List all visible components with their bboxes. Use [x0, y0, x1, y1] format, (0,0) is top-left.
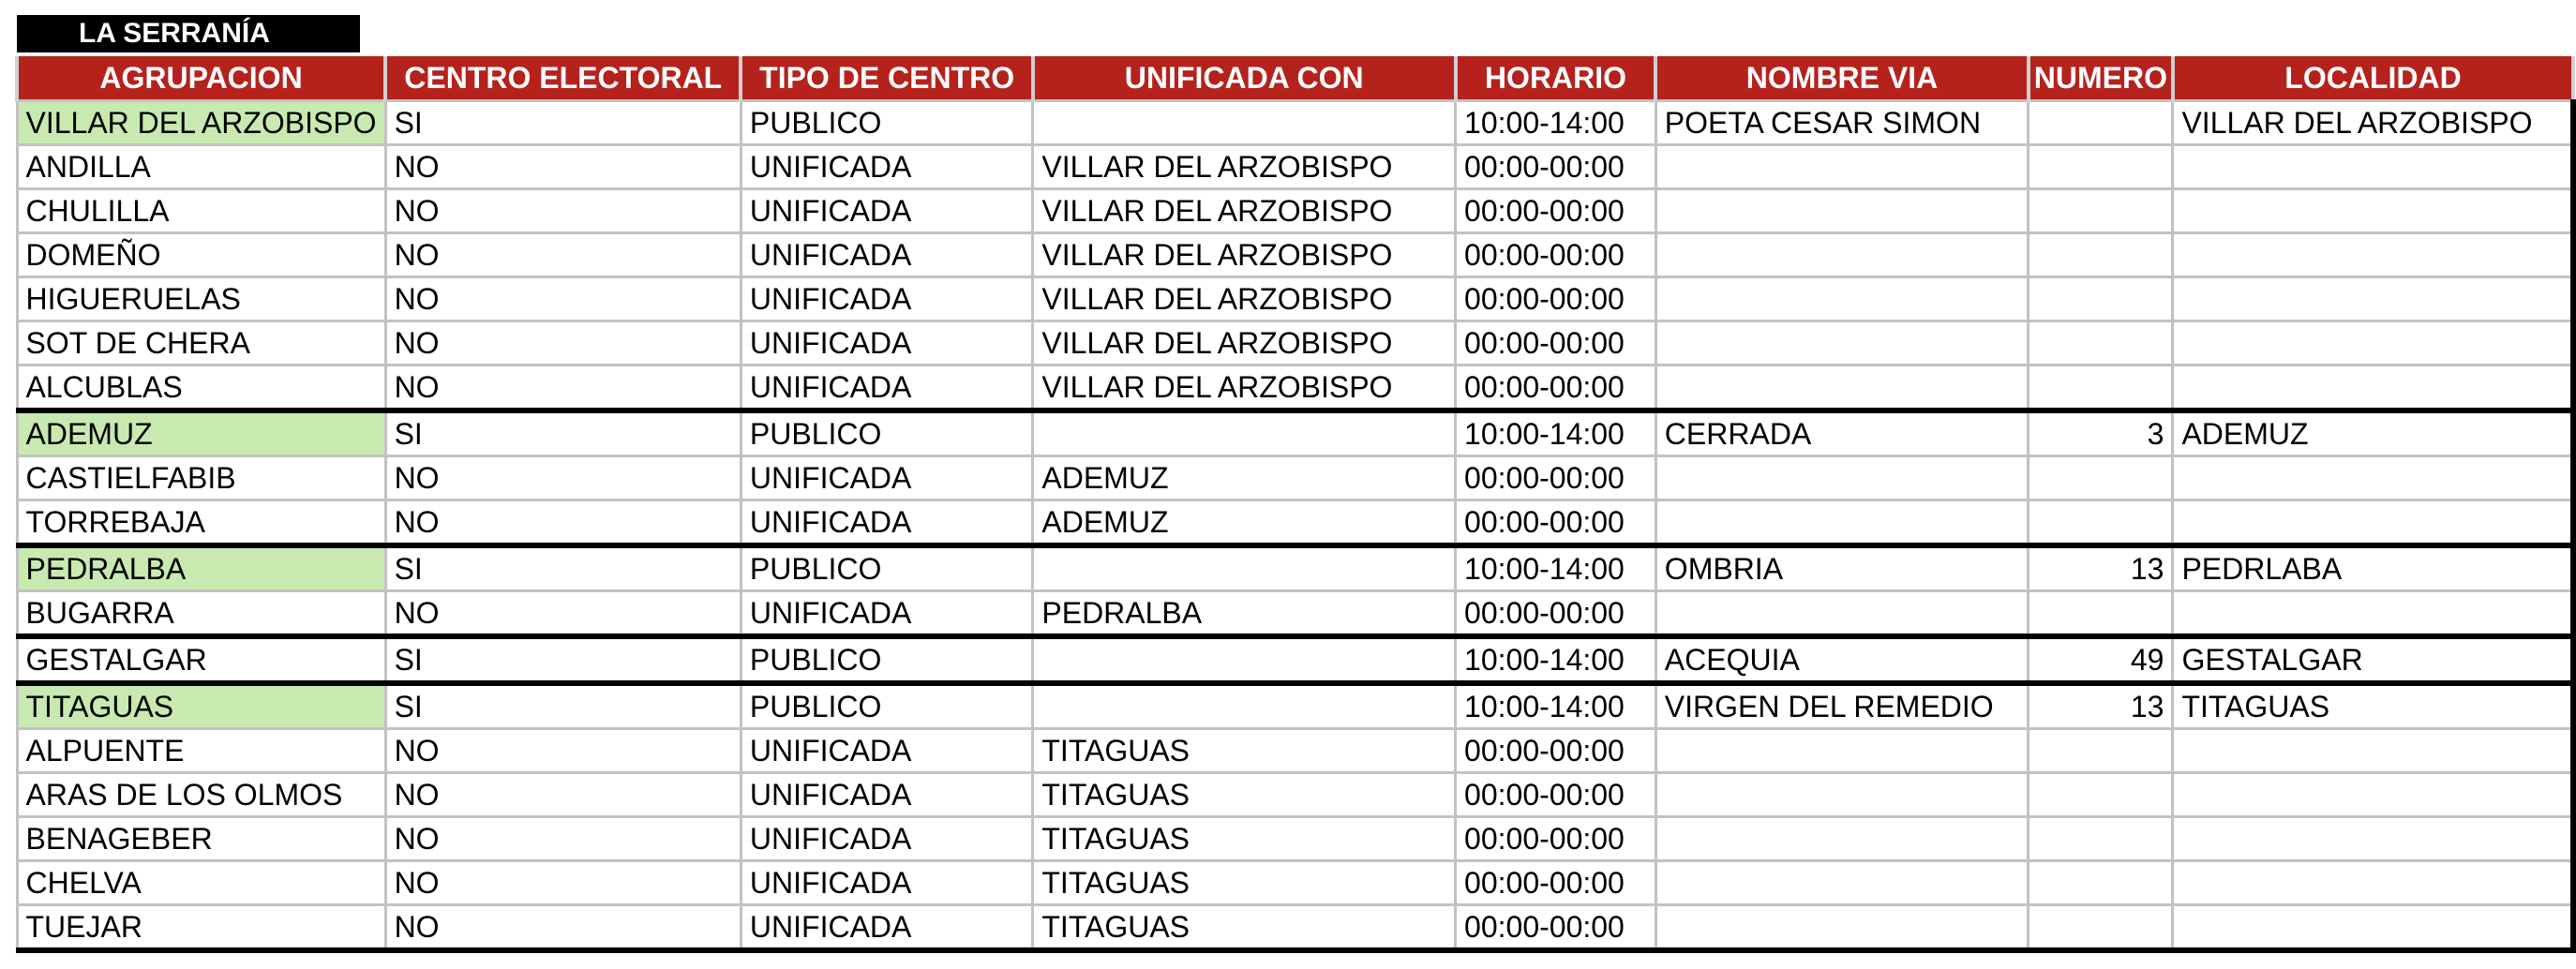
cell-nombre-via[interactable] — [1655, 277, 2028, 321]
cell-tipo-de-centro[interactable]: UNIFICADA — [741, 145, 1032, 189]
table-row — [17, 683, 2573, 729]
cell-nombre-via[interactable] — [1655, 321, 2028, 365]
cell-agrupacion[interactable]: CHELVA — [17, 861, 385, 905]
cell-agrupacion[interactable]: TITAGUAS — [17, 683, 385, 729]
cell-tipo-de-centro[interactable]: UNIFICADA — [741, 189, 1032, 233]
cell-tipo-de-centro[interactable]: PUBLICO — [741, 410, 1032, 456]
cell-horario[interactable]: 00:00-00:00 — [1456, 365, 1656, 411]
cell-localidad[interactable] — [2173, 145, 2573, 189]
cell-nombre-via[interactable]: POETA CESAR SIMON — [1655, 101, 2028, 145]
cell-horario[interactable]: 00:00-00:00 — [1456, 145, 1656, 189]
cell-agrupacion[interactable]: PEDRALBA — [17, 545, 385, 591]
cell-nombre-via[interactable] — [1655, 365, 2028, 411]
cell-horario[interactable]: 10:00-14:00 — [1456, 545, 1656, 591]
cell-horario[interactable]: 00:00-00:00 — [1456, 277, 1656, 321]
table-row — [17, 277, 2573, 321]
cell-tipo-de-centro[interactable]: PUBLICO — [741, 545, 1032, 591]
cell-horario[interactable]: 00:00-00:00 — [1456, 905, 1656, 951]
cell-tipo-de-centro[interactable]: UNIFICADA — [741, 365, 1032, 411]
cell-nombre-via[interactable] — [1655, 233, 2028, 277]
cell-tipo-de-centro[interactable]: UNIFICADA — [741, 233, 1032, 277]
cell-numero[interactable]: 49 — [2029, 636, 2173, 683]
cell-localidad[interactable]: TITAGUAS — [2173, 683, 2573, 729]
cell-horario[interactable]: 10:00-14:00 — [1456, 101, 1656, 145]
cell-unificada-con[interactable] — [1033, 636, 1456, 683]
cell-localidad[interactable]: PEDRLABA — [2173, 545, 2573, 591]
cell-localidad[interactable]: GESTALGAR — [2173, 636, 2573, 683]
cell-centro-electoral[interactable]: NO — [385, 905, 741, 951]
cell-nombre-via[interactable] — [1655, 500, 2028, 546]
table-row — [17, 636, 2573, 683]
cell-nombre-via[interactable]: OMBRIA — [1655, 545, 2028, 591]
cell-tipo-de-centro[interactable]: UNIFICADA — [741, 905, 1032, 951]
cell-tipo-de-centro[interactable]: UNIFICADA — [741, 277, 1032, 321]
cell-centro-electoral[interactable]: NO — [385, 729, 741, 773]
table-row — [17, 500, 2573, 546]
cell-numero[interactable] — [2029, 321, 2173, 365]
cell-centro-electoral[interactable]: NO — [385, 365, 741, 411]
header-nombre-via[interactable]: NOMBRE VIA — [1655, 56, 2028, 101]
cell-horario[interactable]: 00:00-00:00 — [1456, 321, 1656, 365]
cell-horario[interactable]: 00:00-00:00 — [1456, 591, 1656, 637]
cell-agrupacion[interactable]: CASTIELFABIB — [17, 456, 385, 500]
cell-numero[interactable] — [2029, 233, 2173, 277]
cell-horario[interactable]: 00:00-00:00 — [1456, 817, 1656, 861]
header-unificada-con[interactable]: UNIFICADA CON — [1033, 56, 1456, 101]
cell-centro-electoral[interactable]: NO — [385, 773, 741, 817]
cell-unificada-con[interactable]: PEDRALBA — [1033, 591, 1456, 637]
cell-tipo-de-centro[interactable]: UNIFICADA — [741, 773, 1032, 817]
cell-centro-electoral[interactable]: SI — [385, 101, 741, 145]
cell-localidad[interactable] — [2173, 773, 2573, 817]
header-tipo-de-centro[interactable]: TIPO DE CENTRO — [741, 56, 1032, 101]
table-row — [17, 233, 2573, 277]
cell-centro-electoral[interactable]: NO — [385, 277, 741, 321]
cell-numero[interactable] — [2029, 277, 2173, 321]
cell-unificada-con[interactable] — [1033, 410, 1456, 456]
table-row — [17, 905, 2573, 951]
cell-agrupacion[interactable]: ADEMUZ — [17, 410, 385, 456]
cell-centro-electoral[interactable]: NO — [385, 500, 741, 546]
cell-nombre-via[interactable] — [1655, 145, 2028, 189]
cell-localidad[interactable] — [2173, 729, 2573, 773]
cell-nombre-via[interactable] — [1655, 591, 2028, 637]
cell-tipo-de-centro[interactable]: UNIFICADA — [741, 861, 1032, 905]
cell-nombre-via[interactable]: VIRGEN DEL REMEDIO — [1655, 683, 2028, 729]
cell-nombre-via[interactable] — [1655, 905, 2028, 951]
cell-unificada-con[interactable]: VILLAR DEL ARZOBISPO — [1033, 233, 1456, 277]
cell-numero[interactable] — [2029, 773, 2173, 817]
cell-unificada-con[interactable] — [1033, 683, 1456, 729]
cell-horario[interactable]: 10:00-14:00 — [1456, 410, 1656, 456]
cell-centro-electoral[interactable]: NO — [385, 233, 741, 277]
cell-unificada-con[interactable] — [1033, 101, 1456, 145]
cell-numero[interactable] — [2029, 365, 2173, 411]
cell-localidad[interactable] — [2173, 500, 2573, 546]
cell-numero[interactable] — [2029, 817, 2173, 861]
cell-agrupacion[interactable]: ALCUBLAS — [17, 365, 385, 411]
cell-numero[interactable] — [2029, 729, 2173, 773]
cell-tipo-de-centro[interactable]: PUBLICO — [741, 636, 1032, 683]
cell-unificada-con[interactable]: ADEMUZ — [1033, 456, 1456, 500]
cell-agrupacion[interactable]: ARAS DE LOS OLMOS — [17, 773, 385, 817]
cell-numero[interactable]: 13 — [2029, 683, 2173, 729]
cell-agrupacion[interactable]: ANDILLA — [17, 145, 385, 189]
cell-nombre-via[interactable] — [1655, 189, 2028, 233]
header-horario[interactable]: HORARIO — [1456, 56, 1656, 101]
cell-horario[interactable]: 00:00-00:00 — [1456, 233, 1656, 277]
header-localidad[interactable]: LOCALIDAD — [2173, 56, 2573, 101]
table-row — [17, 729, 2573, 773]
cell-horario[interactable]: 10:00-14:00 — [1456, 683, 1656, 729]
cell-tipo-de-centro[interactable]: PUBLICO — [741, 101, 1032, 145]
cell-centro-electoral[interactable]: NO — [385, 321, 741, 365]
cell-unificada-con[interactable]: VILLAR DEL ARZOBISPO — [1033, 189, 1456, 233]
cell-localidad[interactable] — [2173, 365, 2573, 411]
region-title: LA SERRANÍA — [17, 15, 360, 52]
cell-tipo-de-centro[interactable]: UNIFICADA — [741, 817, 1032, 861]
cell-centro-electoral[interactable]: SI — [385, 683, 741, 729]
cell-tipo-de-centro[interactable]: UNIFICADA — [741, 591, 1032, 637]
cell-unificada-con[interactable] — [1033, 545, 1456, 591]
cell-localidad[interactable] — [2173, 861, 2573, 905]
cell-localidad[interactable] — [2173, 817, 2573, 861]
cell-horario[interactable]: 00:00-00:00 — [1456, 189, 1656, 233]
table-row — [17, 410, 2573, 456]
cell-localidad[interactable] — [2173, 277, 2573, 321]
cell-centro-electoral[interactable]: NO — [385, 145, 741, 189]
cell-numero[interactable] — [2029, 905, 2173, 951]
cell-centro-electoral[interactable]: SI — [385, 636, 741, 683]
cell-agrupacion[interactable]: TUEJAR — [17, 905, 385, 951]
table-row — [17, 145, 2573, 189]
cell-localidad[interactable] — [2173, 905, 2573, 951]
cell-nombre-via[interactable] — [1655, 729, 2028, 773]
cell-nombre-via[interactable] — [1655, 817, 2028, 861]
table-row — [17, 545, 2573, 591]
cell-unificada-con[interactable]: VILLAR DEL ARZOBISPO — [1033, 145, 1456, 189]
cell-centro-electoral[interactable]: SI — [385, 410, 741, 456]
cell-nombre-via[interactable] — [1655, 861, 2028, 905]
cell-tipo-de-centro[interactable]: UNIFICADA — [741, 729, 1032, 773]
cell-unificada-con[interactable]: TITAGUAS — [1033, 773, 1456, 817]
cell-centro-electoral[interactable]: SI — [385, 545, 741, 591]
cell-horario[interactable]: 00:00-00:00 — [1456, 729, 1656, 773]
table-row — [17, 365, 2573, 411]
cell-numero[interactable] — [2029, 145, 2173, 189]
cell-tipo-de-centro[interactable]: UNIFICADA — [741, 500, 1032, 546]
cell-centro-electoral[interactable]: NO — [385, 456, 741, 500]
cell-numero[interactable]: 3 — [2029, 410, 2173, 456]
cell-agrupacion[interactable]: TORREBAJA — [17, 500, 385, 546]
header-agrupacion[interactable]: AGRUPACION — [17, 56, 385, 101]
table-row — [17, 456, 2573, 500]
cell-unificada-con[interactable]: TITAGUAS — [1033, 905, 1456, 951]
table-row — [17, 101, 2573, 145]
cell-tipo-de-centro[interactable]: UNIFICADA — [741, 456, 1032, 500]
table-row — [17, 773, 2573, 817]
table-row — [17, 321, 2573, 365]
cell-unificada-con[interactable]: TITAGUAS — [1033, 729, 1456, 773]
cell-centro-electoral[interactable]: NO — [385, 189, 741, 233]
cell-localidad[interactable] — [2173, 189, 2573, 233]
cell-numero[interactable] — [2029, 500, 2173, 546]
cell-agrupacion[interactable]: DOMEÑO — [17, 233, 385, 277]
cell-localidad[interactable] — [2173, 591, 2573, 637]
cell-agrupacion[interactable]: GESTALGAR — [17, 636, 385, 683]
cell-agrupacion[interactable]: CHULILLA — [17, 189, 385, 233]
cell-unificada-con[interactable]: TITAGUAS — [1033, 817, 1456, 861]
cell-localidad[interactable] — [2173, 233, 2573, 277]
cell-centro-electoral[interactable]: NO — [385, 861, 741, 905]
cell-nombre-via[interactable] — [1655, 773, 2028, 817]
cell-horario[interactable]: 00:00-00:00 — [1456, 773, 1656, 817]
header-row — [17, 56, 2573, 101]
cell-unificada-con[interactable]: VILLAR DEL ARZOBISPO — [1033, 321, 1456, 365]
cell-agrupacion[interactable]: ALPUENTE — [17, 729, 385, 773]
table-row — [17, 861, 2573, 905]
table-row — [17, 817, 2573, 861]
header-numero[interactable]: NUMERO — [2029, 56, 2173, 101]
header-centro-electoral[interactable]: CENTRO ELECTORAL — [385, 56, 741, 101]
cell-localidad[interactable] — [2173, 321, 2573, 365]
cell-localidad[interactable]: ADEMUZ — [2173, 410, 2573, 456]
cell-numero[interactable] — [2029, 101, 2173, 145]
cell-unificada-con[interactable]: VILLAR DEL ARZOBISPO — [1033, 277, 1456, 321]
cell-agrupacion[interactable]: BUGARRA — [17, 591, 385, 637]
table-row — [17, 189, 2573, 233]
cell-horario[interactable]: 00:00-00:00 — [1456, 861, 1656, 905]
cell-numero[interactable] — [2029, 189, 2173, 233]
cell-unificada-con[interactable]: ADEMUZ — [1033, 500, 1456, 546]
cell-centro-electoral[interactable]: NO — [385, 817, 741, 861]
cell-agrupacion[interactable]: HIGUERUELAS — [17, 277, 385, 321]
cell-numero[interactable] — [2029, 861, 2173, 905]
cell-agrupacion[interactable]: SOT DE CHERA — [17, 321, 385, 365]
cell-unificada-con[interactable]: VILLAR DEL ARZOBISPO — [1033, 365, 1456, 411]
cell-centro-electoral[interactable]: NO — [385, 591, 741, 637]
cell-horario[interactable]: 00:00-00:00 — [1456, 500, 1656, 546]
table-row — [17, 591, 2573, 637]
electoral-centers-table — [15, 56, 2576, 953]
cell-agrupacion[interactable]: VILLAR DEL ARZOBISPO — [17, 101, 385, 145]
cell-tipo-de-centro[interactable]: PUBLICO — [741, 683, 1032, 729]
cell-numero[interactable]: 13 — [2029, 545, 2173, 591]
cell-agrupacion[interactable]: BENAGEBER — [17, 817, 385, 861]
cell-numero[interactable] — [2029, 456, 2173, 500]
cell-horario[interactable]: 00:00-00:00 — [1456, 456, 1656, 500]
cell-nombre-via[interactable]: CERRADA — [1655, 410, 2028, 456]
cell-unificada-con[interactable]: TITAGUAS — [1033, 861, 1456, 905]
cell-localidad[interactable]: VILLAR DEL ARZOBISPO — [2173, 101, 2573, 145]
cell-horario[interactable]: 10:00-14:00 — [1456, 636, 1656, 683]
cell-nombre-via[interactable] — [1655, 456, 2028, 500]
cell-localidad[interactable] — [2173, 456, 2573, 500]
cell-nombre-via[interactable]: ACEQUIA — [1655, 636, 2028, 683]
cell-tipo-de-centro[interactable]: UNIFICADA — [741, 321, 1032, 365]
cell-numero[interactable] — [2029, 591, 2173, 637]
